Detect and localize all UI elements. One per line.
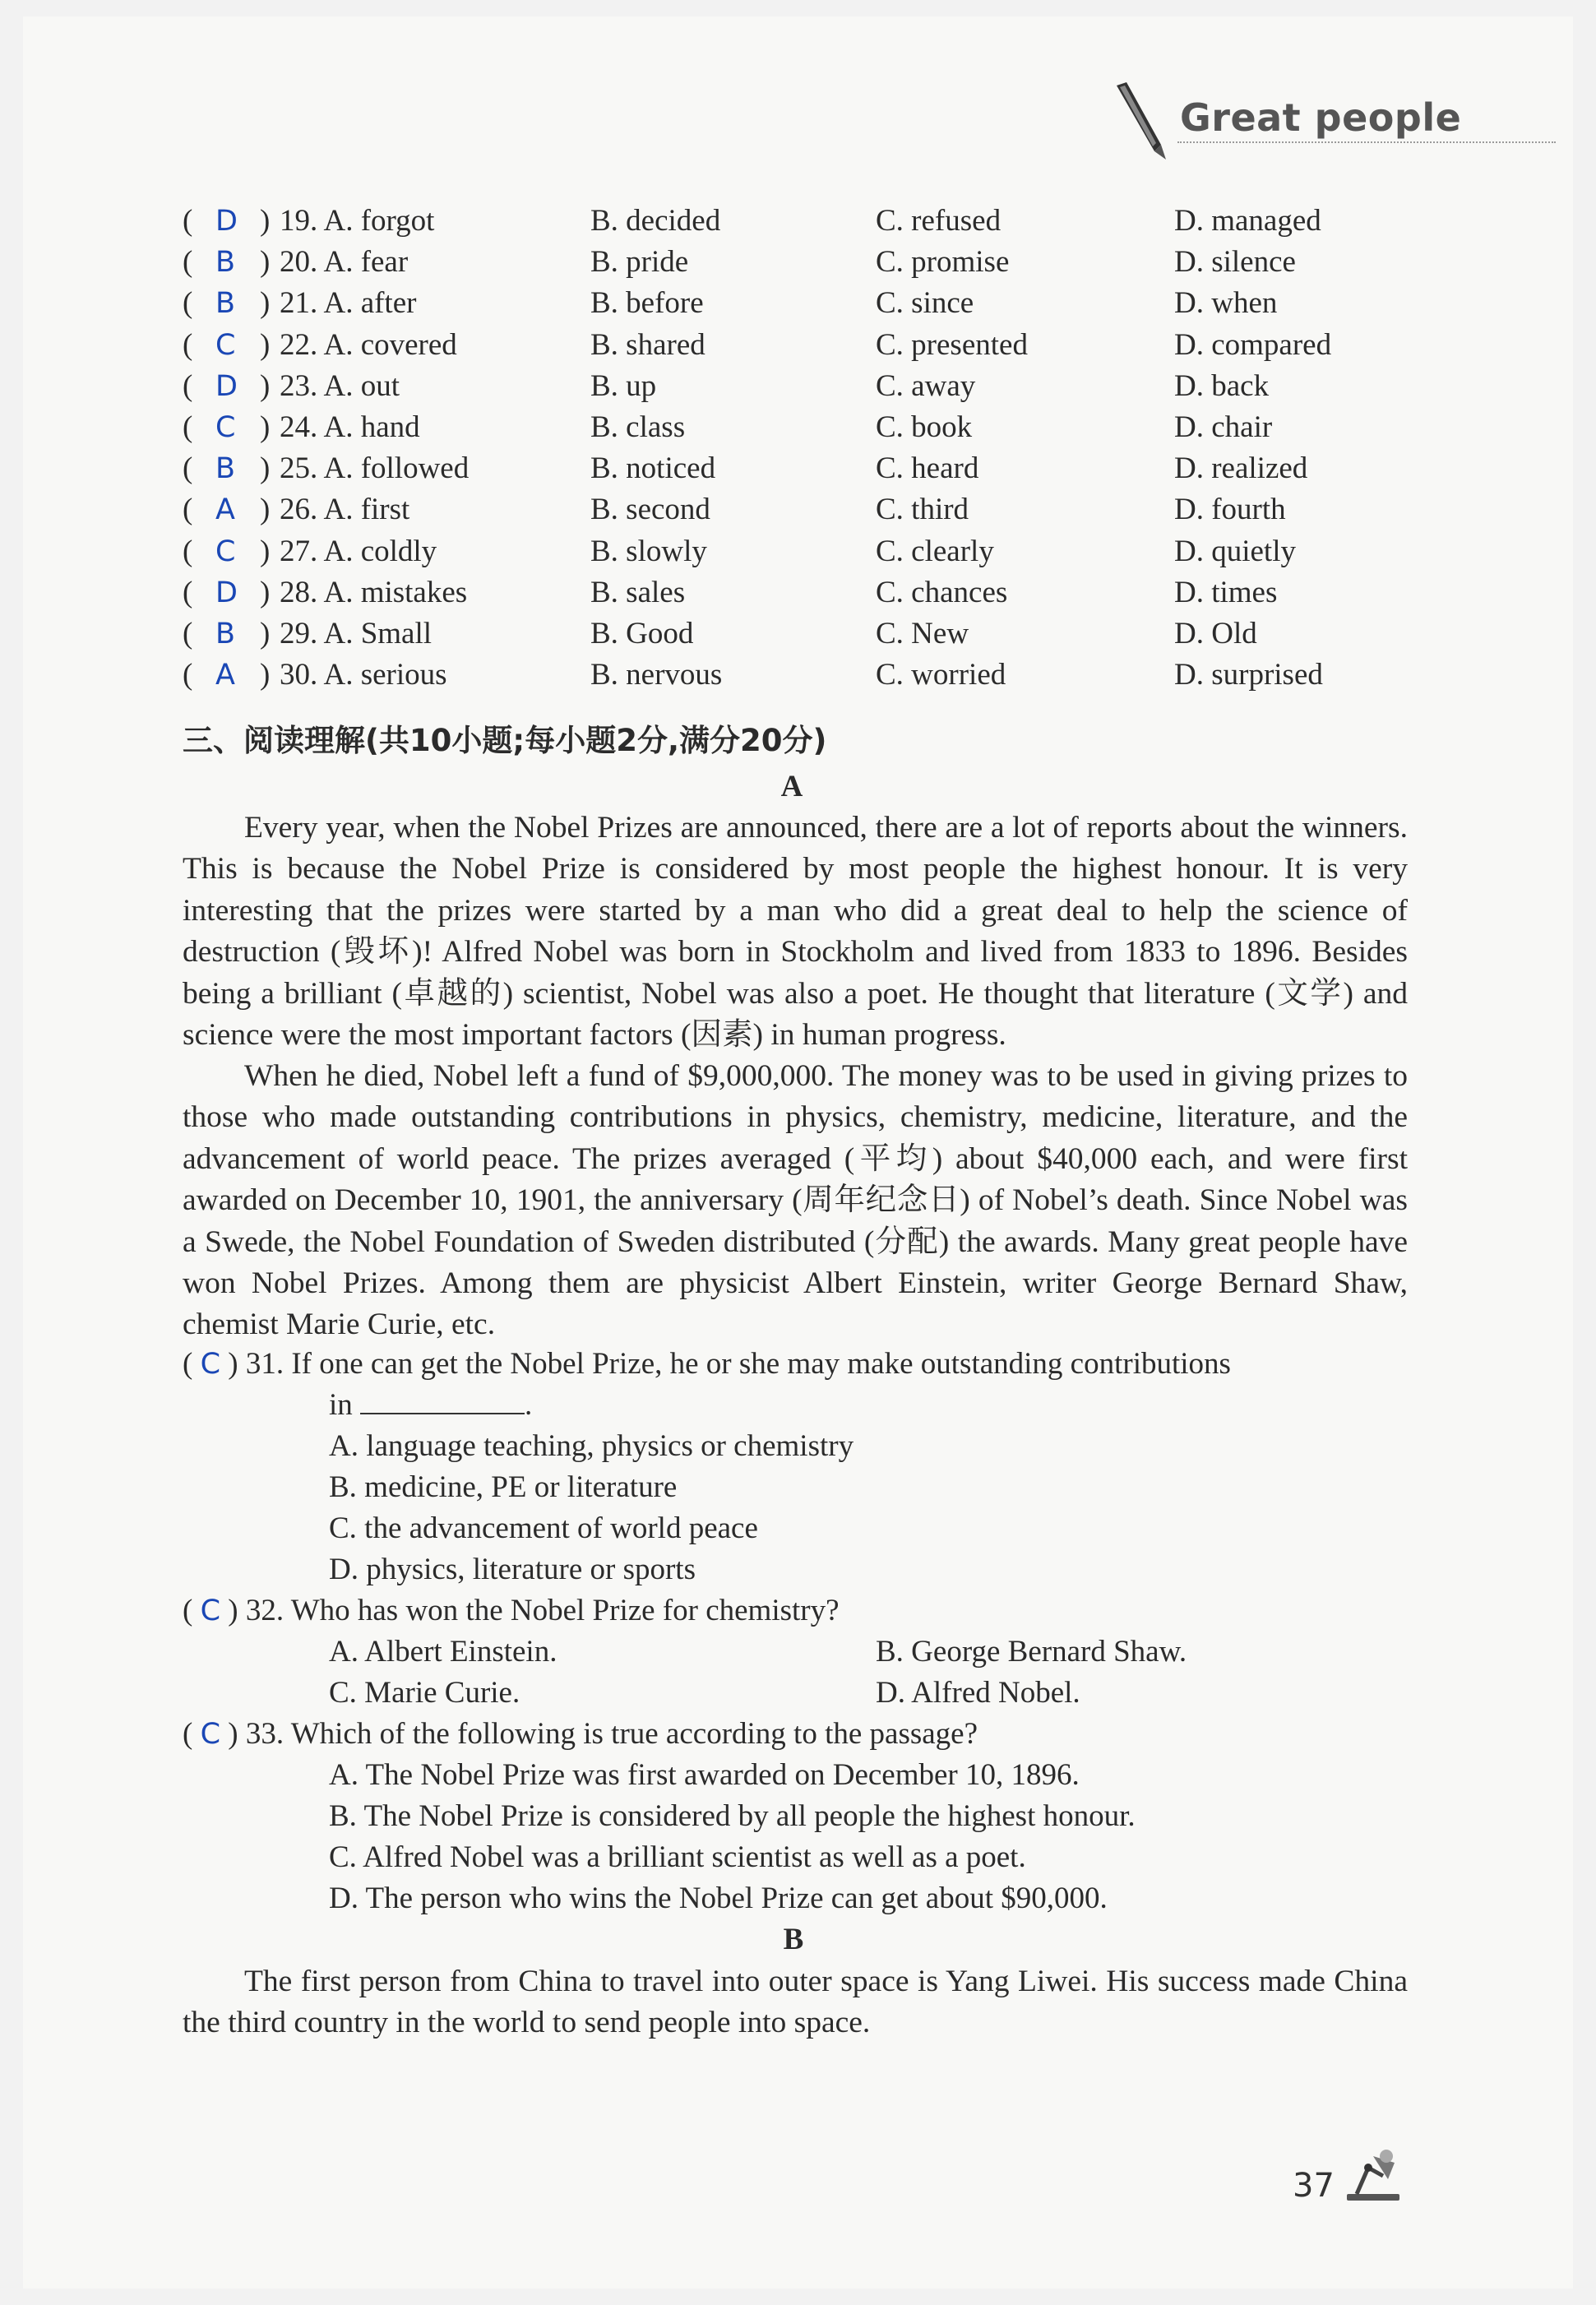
option-c: C. promise [876, 245, 1010, 280]
option-d: D. quietly [1174, 534, 1296, 568]
cloze-row: ( A ) 30. A. serious B. nervous C. worried D. surprised [183, 658, 1323, 692]
passage-b-label: B [783, 1923, 804, 1956]
option-d: D. compared [1174, 327, 1332, 362]
q32-option-c: C. Marie Curie. [329, 1676, 520, 1710]
option-a: 23. A. out [280, 368, 400, 403]
option-b: B. Good [590, 617, 694, 650]
answer-letter: C [215, 328, 236, 362]
q33-option-c: C. Alfred Nobel was a brilliant scientist as well as a poet. [329, 1840, 1026, 1874]
question-number: 23 [280, 368, 310, 403]
option-b: B. slowly [590, 534, 707, 568]
option-c: C. since [876, 286, 974, 321]
option-b: B. pride [590, 245, 689, 280]
q31-option-b: B. medicine, PE or literature [329, 1470, 678, 1504]
cloze-row: ( C ) 24. A. hand B. class C. book D. chair [183, 410, 1273, 444]
question-number: 30 [280, 658, 310, 692]
question-31-stem: If one can get the Nobel Prize, he or she may make outstanding contributions [291, 1347, 1231, 1381]
answer-letter: A [215, 659, 235, 692]
question-31-stem-continued: in . [329, 1388, 533, 1422]
cloze-row: ( A ) 26. A. first B. second C. third D. fourth [183, 493, 1286, 527]
option-c: C. presented [876, 327, 1028, 362]
option-a: 26. A. first [280, 493, 410, 527]
answer-33: C [200, 1718, 221, 1751]
option-a: 22. A. covered [280, 327, 457, 362]
answer-letter: B [215, 287, 236, 321]
question-33: ( C ) 33. Which of the following is true according to the passage? [183, 1717, 978, 1751]
option-a: 19. A. forgot [280, 204, 435, 238]
question-number: 25 [280, 451, 310, 486]
section-title: 三、阅读理解(共10小题;每小题2分,满分20分) [183, 723, 827, 758]
option-c: C. third [876, 493, 969, 527]
option-c: C. refused [876, 204, 1002, 238]
option-b: B. noticed [590, 451, 716, 486]
option-b: B. decided [590, 204, 721, 238]
option-c: C. chances [876, 575, 1008, 609]
passage-a-paragraph-2: When he died, Nobel left a fund of $9,000,000. The money was to be used in giving prizes to those who made outstanding contributions in physics, chemistry, medicine, literature, and the advancement of world peace. The prizes averaged (平均) about $40,000 each, and were first awarded on December 10, 1901, the anniversary (周年纪念日) of Nobel’s death. Since Nobel was a Swede, the Nobel Foundation of Sweden distributed (分配) the awards. Many great people have won Nobel Prizes. Among them are physicist Albert Einstein, writer George Bernard Shaw, chemist Marie Curie, etc. [183, 1059, 1408, 1342]
cloze-row: ( B ) 20. A. fear B. pride C. promise D. silence [183, 245, 1296, 280]
answer-letter: B [215, 246, 236, 280]
answer-letter: D [215, 205, 238, 238]
passage-a-paragraph-1: Every year, when the Nobel Prizes are announced, there are a lot of reports about the winners. This is because the Nobel Prize is considered by most people the highest honour. It is very interesting that the prizes were started by a man who did a great deal to help the science of destruction (毁坏)! Alfred Nobel was born in Stockholm and lived from 1833 to 1896. Besides being a brilliant (卓越的) scientist, Nobel was also a poet. He thought that literature (文学) and science were the most important factors (因素) in human progress. [183, 811, 1408, 1053]
chapter-title: Great people [1180, 95, 1462, 140]
answer-32: C [200, 1595, 221, 1627]
option-c: C. worried [876, 658, 1006, 692]
cloze-row: ( D ) 23. A. out B. up C. away D. back [183, 368, 1270, 403]
answer-letter: A [215, 493, 235, 527]
option-a: 30. A. serious [280, 658, 447, 692]
question-number: 28 [280, 575, 310, 609]
option-d: D. times [1174, 575, 1278, 609]
answer-31: C [200, 1348, 221, 1381]
passage-b-paragraph-1: The first person from China to travel into outer space is Yang Liwei. His success made China the third country in the world to send people into space. [183, 1965, 1408, 2040]
option-a: 20. A. fear [280, 245, 409, 280]
option-b: B. up [590, 368, 657, 403]
option-a: 24. A. hand [280, 410, 420, 444]
question-number: 24 [280, 410, 310, 444]
question-number: 26 [280, 493, 310, 527]
q32-option-b: B. George Bernard Shaw. [876, 1635, 1187, 1669]
cloze-row: ( B ) 21. A. after B. before C. since D. when [183, 286, 1278, 321]
option-d: D. when [1174, 286, 1278, 321]
question-number: 22 [280, 327, 310, 362]
question-number: 20 [280, 245, 310, 280]
pen-icon [1102, 79, 1176, 161]
question-31-number: 31. [245, 1347, 285, 1381]
option-b: B. shared [590, 327, 705, 362]
q33-option-b: B. The Nobel Prize is considered by all people the highest honour. [329, 1799, 1136, 1833]
option-c: C. book [876, 410, 973, 444]
cloze-row: ( D ) 19. A. forgot B. decided C. refused D. managed [183, 204, 1321, 238]
answer-letter: D [215, 576, 238, 609]
q31-option-d: D. physics, literature or sports [329, 1553, 696, 1586]
option-d: D. silence [1174, 245, 1296, 280]
option-d: D. back [1174, 368, 1270, 403]
answer-letter: B [215, 452, 236, 486]
option-a: 28. A. mistakes [280, 575, 468, 609]
answer-blank [360, 1388, 525, 1414]
q33-option-d: D. The person who wins the Nobel Prize can get about $90,000. [329, 1881, 1108, 1915]
option-d: D. managed [1174, 204, 1321, 238]
question-number: 27 [280, 534, 310, 568]
answer-letter: C [215, 411, 236, 444]
q33-option-a: A. The Nobel Prize was first awarded on December 10, 1896. [329, 1758, 1080, 1792]
option-b: B. sales [590, 575, 686, 609]
option-c: C. away [876, 368, 976, 403]
q32-option-a: A. Albert Einstein. [329, 1635, 557, 1669]
answer-letter: B [215, 618, 236, 650]
answer-letter: C [215, 535, 236, 568]
option-d: D. realized [1174, 451, 1308, 486]
q31-option-c: C. the advancement of world peace [329, 1511, 758, 1545]
option-c: C. New [876, 617, 969, 650]
option-b: B. second [590, 493, 710, 527]
q32-option-d: D. Alfred Nobel. [876, 1676, 1080, 1710]
question-32: ( C ) 32. Who has won the Nobel Prize for chemistry? [183, 1594, 840, 1627]
page-number: 37 [1293, 2167, 1335, 2205]
option-c: C. heard [876, 451, 979, 486]
question-32-stem: Who has won the Nobel Prize for chemistry? [290, 1594, 840, 1627]
desk-lamp-icon [1340, 2138, 1406, 2204]
option-a: 29. A. Small [280, 617, 433, 650]
header-divider [1177, 141, 1556, 143]
q31-option-a: A. language teaching, physics or chemistry [329, 1429, 854, 1463]
option-a: 27. A. coldly [280, 534, 437, 568]
chapter-header [1102, 79, 1595, 161]
option-c: C. clearly [876, 534, 994, 568]
question-31: ( C ) 31. If one can get the Nobel Prize, he or she may make outstanding contributions [183, 1347, 1231, 1381]
question-33-stem: Which of the following is true according to the passage? [290, 1717, 978, 1751]
passage-a-label: A [780, 770, 803, 803]
question-number: 29 [280, 617, 310, 650]
option-b: B. class [590, 410, 686, 444]
option-a: 21. A. after [280, 286, 417, 321]
cloze-row: ( C ) 27. A. coldly B. slowly C. clearly D. quietly [183, 534, 1296, 568]
question-number: 19 [280, 204, 310, 238]
option-d: D. fourth [1174, 493, 1286, 527]
cloze-row: ( B ) 29. A. Small B. Good C. New D. Old [183, 617, 1257, 650]
cloze-row: ( B ) 25. A. followed B. noticed C. heard D. realized [183, 451, 1308, 486]
option-b: B. before [590, 286, 704, 321]
cloze-row: ( D ) 28. A. mistakes B. sales C. chances D. times [183, 575, 1278, 609]
question-number: 21 [280, 286, 310, 321]
option-d: D. Old [1174, 617, 1257, 650]
cloze-row: ( C ) 22. A. covered B. shared C. presented D. compared [183, 327, 1332, 362]
option-b: B. nervous [590, 658, 723, 692]
option-d: D. chair [1174, 410, 1273, 444]
option-a: 25. A. followed [280, 451, 470, 486]
option-d: D. surprised [1174, 658, 1323, 692]
answer-letter: D [215, 369, 238, 403]
